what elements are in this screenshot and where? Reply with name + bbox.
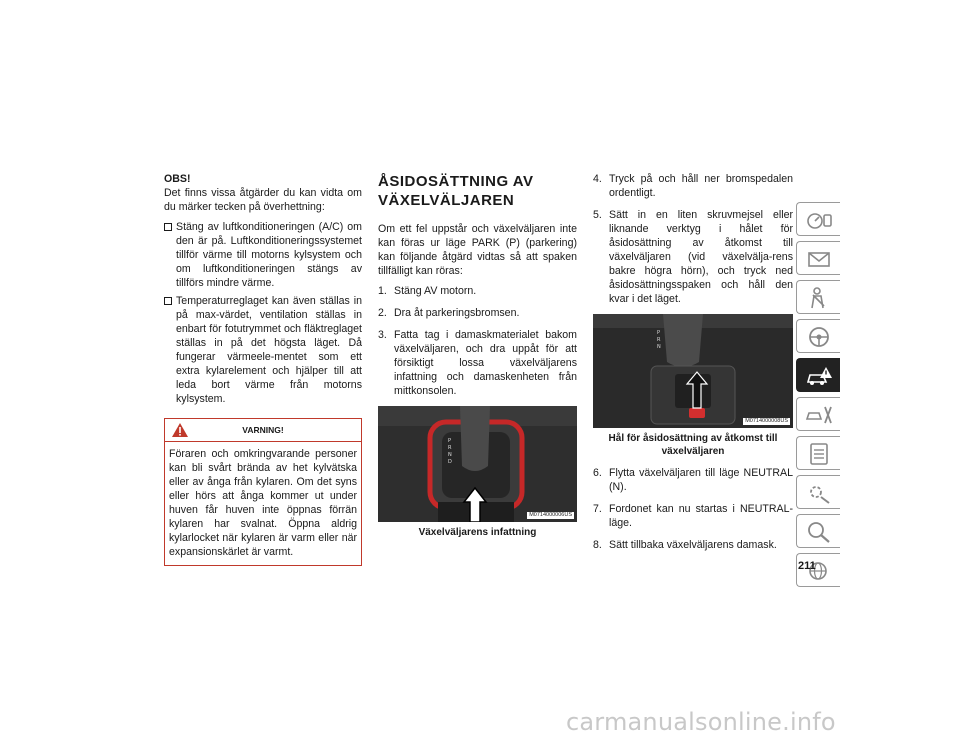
svg-text:P: P: [657, 330, 661, 336]
step-item: [378, 284, 577, 298]
car-dashboard-icon: [805, 208, 833, 232]
section-heading: ÅSIDOSÄTTNING AV VÄXELVÄLJAREN: [378, 173, 534, 209]
svg-text:N: N: [448, 452, 452, 458]
step-number: 4.: [593, 173, 602, 185]
step-item: [593, 502, 793, 530]
gear-selector-bezel-photo: [378, 406, 577, 522]
steering-wheel-icon: [805, 325, 833, 349]
chapter-tabs: [796, 202, 840, 592]
photo-code: M0714000008US: [745, 418, 788, 424]
bullet-item: [164, 220, 362, 290]
step-number: 5.: [593, 209, 602, 221]
gear-selector-illustration: [378, 406, 577, 522]
step-number: 7.: [593, 503, 602, 515]
step-item: [378, 306, 577, 320]
step-number: 6.: [593, 467, 602, 479]
bullet-square-icon: [164, 297, 172, 305]
svg-text:R: R: [657, 337, 661, 343]
step-item: [378, 328, 577, 398]
step-text: Sätt in en liten skruvmejsel eller liknande verktyg i hålet för åsidosättning av åtkomst till växelväljaren (vid växelvälja-rens bakre högra hörn), och tryck ned åsidosättningsspaken och håll den kvar i det läget.: [609, 209, 793, 305]
warning-triangle-icon: [171, 422, 189, 438]
seatbelt-icon: [805, 286, 833, 310]
bullet-text: Temperaturreglaget kan även ställas in på max-värdet, ventilation ställas in enbart för fotutrymmet och fläktreglaget ställas in på det högsta läget. Då fungerar värmeele-mentet som ett extra kylarelement och hjälper till att leda bort värme från motorns kylsystem.: [176, 295, 362, 405]
step-item: [593, 538, 793, 552]
step-number: 1.: [378, 285, 387, 297]
bullet-square-icon: [164, 223, 172, 231]
step-text: Tryck på och håll ner bromspedalen ordentligt.: [609, 173, 793, 199]
gear-wrench-icon: [805, 481, 833, 505]
magnifier-icon: [805, 520, 833, 544]
step-item: [593, 466, 793, 494]
intro-text: Om ett fel uppstår och växelväljaren inte kan föras ur läge PARK (P) (parkering) kan följande åtgärd vidtas så att spaken tillfälligt kan röras:: [378, 223, 577, 277]
step-text: Fatta tag i damaskmaterialet bakom växelväljaren, och dra uppåt för att försiktigt lossa växelväljarens infattning och damaskenheten från mittkonsolen.: [394, 329, 577, 397]
step-text: Flytta växelväljaren till läge NEUTRAL (N).: [609, 467, 793, 493]
car-warning-icon: [805, 364, 833, 388]
tab-emergency[interactable]: [796, 358, 840, 392]
column-middle: [378, 172, 577, 547]
warning-box: [164, 418, 362, 566]
tab-multimedia[interactable]: [796, 475, 840, 509]
tab-driving[interactable]: [796, 319, 840, 353]
page-number: 211: [798, 560, 816, 572]
override-access-hole-photo: [593, 314, 793, 428]
tab-index[interactable]: [796, 514, 840, 548]
override-hole-illustration: [593, 314, 793, 428]
bullet-text: Stäng av luftkonditioneringen (A/C) om den är på. Luftkonditioneringssystemet tillför värme till motorns kylsystem och om luftkonditioneringen stängs av tillförs mindre värme.: [176, 221, 362, 289]
step-text: Fordonet kan nu startas i NEUTRAL-läge.: [609, 503, 793, 529]
envelope-icon: [805, 247, 833, 271]
tab-safety[interactable]: [796, 280, 840, 314]
car-service-tools-icon: [805, 403, 833, 427]
svg-text:R: R: [448, 445, 452, 451]
document-list-icon: [805, 442, 833, 466]
svg-text:D: D: [448, 459, 452, 465]
tab-specifications[interactable]: [796, 436, 840, 470]
step-item: [593, 208, 793, 306]
step-text: Sätt tillbaka växelväljarens damask.: [609, 539, 777, 551]
column-right: [593, 172, 793, 560]
photo-code: M0714000006US: [529, 512, 572, 518]
tab-service[interactable]: [796, 397, 840, 431]
note-text: Det finns vissa åtgärder du kan vidta om du märker tecken på överhettning:: [164, 187, 362, 213]
svg-text:P: P: [448, 438, 452, 444]
photo-caption: Växelväljarens infattning: [418, 527, 537, 538]
warning-header: [165, 419, 361, 442]
step-number: 3.: [378, 329, 387, 341]
step-text: Dra åt parkeringsbromsen.: [394, 307, 520, 319]
photo-caption: Hål för åsidosättning av åtkomst till växelväljaren: [608, 433, 778, 457]
watermark-text: carmanualsonline.info: [566, 708, 836, 736]
column-left: [164, 172, 362, 566]
step-number: 2.: [378, 307, 387, 319]
warning-title: VARNING!: [242, 425, 284, 435]
step-item: [593, 172, 793, 200]
warning-text: Föraren och omkringvarande personer kan bli svårt brända av het kylvätska eller av ånga från kylaren. Om det syns eller hörs att ånga kommer ut under huven får huven inte öppnas förrän kylaren har svalnat. Öppna aldrig kylarlocket när kylaren är varm eller när expansionskärlet är varmt.: [169, 448, 357, 558]
bullet-item: [164, 294, 362, 406]
svg-text:N: N: [657, 344, 661, 350]
tab-dashboard[interactable]: [796, 202, 840, 236]
note-title: OBS!: [164, 173, 191, 185]
tab-getting-started[interactable]: [796, 241, 840, 275]
step-text: Stäng AV motorn.: [394, 285, 477, 297]
step-number: 8.: [593, 539, 602, 551]
